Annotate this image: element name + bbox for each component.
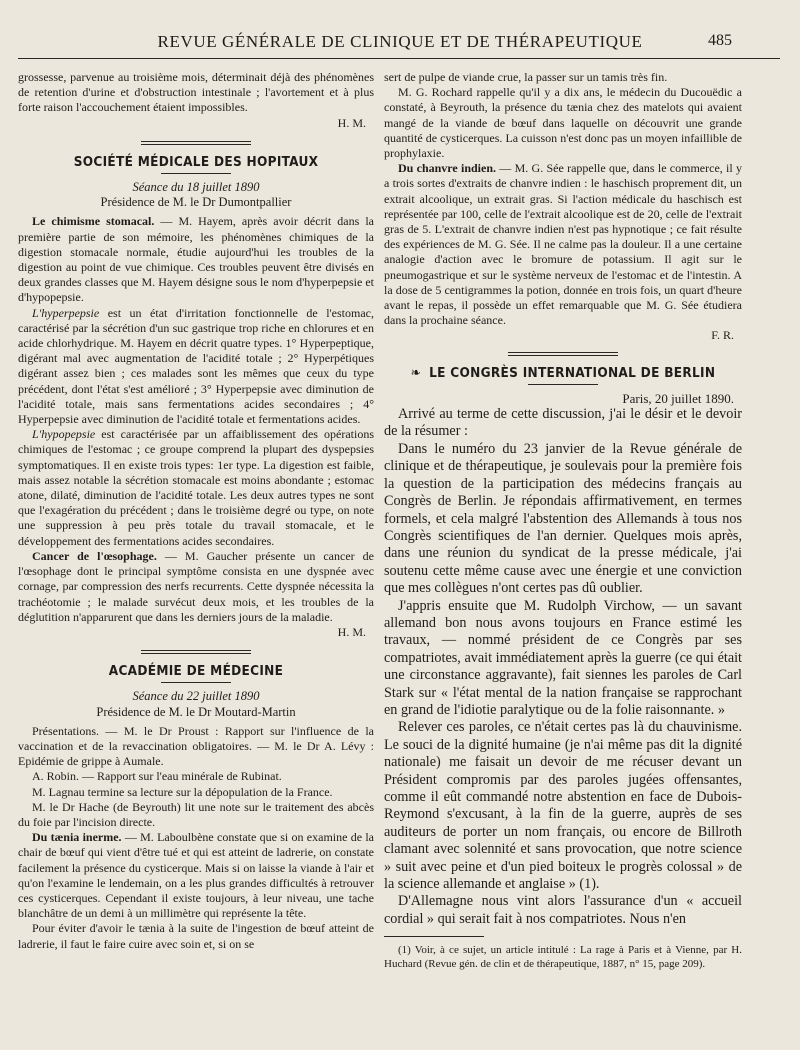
footnote-rule — [384, 936, 484, 937]
congres-heading-row — [384, 366, 742, 381]
cuisson-paragraph: Pour éviter d'avoir le tænia à la suite de l'ingestion de bœuf atteint de ladrerie, il faut le faire cuire avec soin et, si on se — [18, 921, 374, 951]
chanvre-signature: F. R. — [711, 328, 734, 343]
hyperpepsie-lead: L'hyperpepsie — [32, 305, 100, 320]
heading-rule — [161, 173, 231, 174]
academie-seance: Séance du 22 juillet 1890 — [132, 689, 260, 704]
congres-body — [384, 406, 742, 928]
academie-presidence: Présidence de M. le Dr Moutard-Martin — [96, 704, 296, 719]
lagnau-paragraph: M. Lagnau termine sa lecture sur la dépopulation de la France. — [32, 784, 333, 799]
rochard-paragraph: M. G. Rochard rappelle qu'il y a dix ans, le médecin du Ducouëdic a constaté, à Beyrouth, la présence du tænia chez des matelots qui avaient mangé de la viande de bœuf dans laquelle on découvrit une grande quantité de cysticerques. La cuisson n'est donc pas un moyen infaillible de prophylaxie. — [384, 85, 742, 161]
chanvre-text: — M. G. Sée rappelle que, dans le commerce, il y a trois sortes d'extraits de chanvre indien : le haschisch proprement dit, un extrait alcoolique, un extrait gras. Si l'action médicale du haschisch est représentée par 100, celle de l'extrait alcoolique est de 20, celle de l'extrait gras de 5. L'extrait de chanvre indien n'est pas hypnotique ; ce fait résulte des expériences de M. G. Sée. Il ne calme pas la douleur. Il a une certaine analogie d'action avec le bromure de potassium. Il agit sur le pneumogastrique et sur le système nerveux de l'estomac et de l'intestin. A la dose de 5 centigrammes la potion, donnée en trois fois, un quart d'heure avant le repas, il possède un effet remarquable que M. G. Sée étudiera dans la prochaine séance. — [384, 161, 742, 328]
congres-paragraph-3: J'appris ensuite que M. Rudolph Virchow, — un savant allemand bon nous avons toujours en France estimé les travaux, — nommé président de ce Congrès par ses compatriotes, avait immédiatement après la guerre (ce qui était une circonstance aggravante), fait siennes les paroles de Carl Stark sur « l'état mental de la nation française se rapprochant en grand de l'idiotie paralytique ou de la folie raisonnante. » — [384, 597, 742, 718]
societe-seance: Séance du 18 juillet 1890 — [132, 180, 260, 195]
running-title: REVUE GÉNÉRALE DE CLINIQUE ET DE THÉRAPEUTIQUE — [157, 32, 643, 51]
oesophage-text: — M. Gaucher présente un cancer de l'œsophage dont le principal symptôme consista en une dyspnée avec cornage, par compression des nerfs recurrents. Cette dyspnée nécessita la trachéotomie ; le malade survécut deux mois, et les troubles de la déglutition n'apparurent que dans les derniers jours de la maladie. — [18, 548, 375, 624]
chanvre-paragraph — [384, 161, 742, 328]
congres-dateline: Paris, 20 juillet 1890. — [622, 390, 734, 406]
chimisme-paragraph — [18, 214, 374, 305]
taenia-lead: Du tænia inerme. — [32, 830, 122, 845]
congres-paragraph-2: Dans le numéro du 23 janvier de la Revue générale de clinique et de thérapeutique, je soulevais pour la première fois la question de la participation des médecins français au Congrès de Berlin. Je répondais affirmativement, en termes formels, et cela malgré l'abstention des Allemands à tous nos Congrès scientifiques de l'an dernier. Quelques mois après, dans une réunion du syndicat de la presse médicale, j'ai soutenu cette même cause avec une énergie et une conviction que mes collègues n'ont certes pas dû oublier. — [384, 440, 742, 597]
chimisme-lead: Le chimisme stomacal. — [32, 214, 155, 229]
robin-paragraph: A. Robin. — Rapport sur l'eau minérale de Rubinat. — [32, 769, 282, 784]
hypopepsie-lead: L'hypopepsie — [32, 427, 96, 442]
hypopepsie-text: est caractérisée par un affaiblissement des opérations chimiques de l'estomac ; ce groupe comprend la plupart des dyspepsies symptomatiques. Il en existe trois types: 1er type. La digestion est faible, mais assez notable la sécrétion stomacale est moins abondante ; estomac atone, dilaté, diminution de l'acidité totale. Les deux autres types ne sont que l'exagération du précédent ; dans le troisième degré ou type, on note une suppression à peu près totale du travail stomacale, et le développement des fermentations acides secondaires. — [18, 427, 374, 548]
chimisme-text: — M. Hayem, après avoir décrit dans la première partie de son mémoire, les phénomènes chimiques de la digestion stomacale normale, étudie aujourd'hui les troubles de la digestion au point de vue chimique. Ces troubles peuvent être divisés en deux grandes classes que M. Hayem désigne sous le nom d'hyperpepsie et d'hypopepsie. — [18, 214, 374, 305]
hyperpepsie-text: est un état d'irritation fonctionnelle de l'estomac, caractérisé par la sécrétion d'un suc gastrique trop riche en chlorures et en acide chlorhydrique. M. Hayem en décrit quatre types. 1° Hyperpeptique, digérant mal avec augmentation de l'acidité totale ; 2° Hyperpétiques digérant assez bien ; ces malades sont les mêmes que ceux du type précédent, dont l'état s'est amélioré ; 3° Hyperpepsie avec diminution de l'acidité totale, mais sans fermentations acides secondaires ; 4° Hyperpepsie avec diminution de l'acidité totale et fermentations acides. — [18, 305, 374, 427]
congres-paragraph-5: D'Allemagne nous vint alors l'assurance d'un « accueil cordial » qui serait fait à nos compatriotes. Nous n'en — [384, 893, 742, 927]
oesophage-paragraph — [18, 549, 374, 625]
hypopepsie-paragraph — [18, 427, 374, 549]
presentations-paragraph: Présentations. — M. le Dr Proust : Rapport sur l'influence de la vaccination et de la revaccination obligatoires. — M. le Dr A. Lévy : Epidémie de grippe à Aumale. — [18, 723, 374, 769]
societe-signature: H. M. — [337, 624, 366, 639]
page-number: 485 — [708, 32, 732, 49]
hache-paragraph: M. le Dr Hache (de Beyrouth) lit une note sur le traitement des abcès du foie par l'incision directe. — [18, 799, 374, 829]
continuation-paragraph: sert de pulpe de viande crue, la passer sur un tamis très fin. — [384, 70, 668, 84]
oesophage-lead: Cancer de l'œsophage. — [32, 548, 157, 563]
chanvre-lead: Du chanvre indien. — [398, 161, 497, 176]
societe-heading: SOCIÉTÉ MÉDICALE DES HOPITAUX — [73, 153, 319, 170]
congres-heading: LE CONGRÈS INTERNATIONAL DE BERLIN — [429, 364, 716, 381]
intro-paragraph: grossesse, parvenue au troisième mois, déterminait déjà des phénomènes de retention d'urine et d'obstruction intestinale ; l'avortement et à plus forte raison l'accouchement étaient impossibles. — [18, 70, 374, 115]
taenia-text: — M. Laboulbène constate que si on examine de la chair de bœuf qui vient d'être tué et qui est atteint de ladrerie, on constate facilement la présence du cysticerque. Mais si on laisse la viande à l'air et qu'on l'examine le lendemain, on a les plus grandes difficultés à retrouver ces cysticerques. Cependant il existe toujours, à leur niveau, une tache blanchâtre de un demi à un millimètre qui représente la tête. — [18, 830, 374, 921]
heading-rule — [161, 682, 231, 683]
heading-rule — [528, 384, 598, 385]
taenia-paragraph — [18, 830, 374, 921]
societe-presidence: Présidence de M. le Dr Dumontpallier — [100, 195, 292, 210]
congres-paragraph-4: Relever ces paroles, ce n'était certes pas là du chauvinisme. Le souci de la dignité humaine (je n'ai même pas dit la dignité nationale) me faisait un devoir de me récuser devant un Président compromis par des paroles jugées offensantes, comme il eût commandé notre abstention en face de Dubois-Reymond s'excusant, à la fin de la guerre, auprès de ses auditeurs de porter un nom français, ou encore de Billroth clamant avec solennité et sans provocation, que notre science » suit avec peine et d'un pied boiteux le progrès colossal » de la science allemande et anglaise » (1). — [384, 719, 742, 893]
footnote: (1) Voir, à ce sujet, un article intitulé : La rage à Paris et à Vienne, par H. Huchard (Revue gén. de clin et de thérapeutique, 1887, n° 15, page 209). — [384, 944, 742, 971]
hyperpepsie-paragraph — [18, 306, 374, 428]
intro-signature: H. M. — [337, 115, 366, 130]
fleuron-icon: ❧ — [410, 364, 422, 381]
left-column — [18, 70, 374, 952]
congres-paragraph-1: Arrivé au terme de cette discussion, j'ai le désir et le devoir de la résumer : — [384, 406, 742, 440]
right-column — [384, 70, 742, 971]
academie-heading: ACADÉMIE DE MÉDECINE — [108, 663, 284, 680]
header-rule — [18, 58, 780, 59]
